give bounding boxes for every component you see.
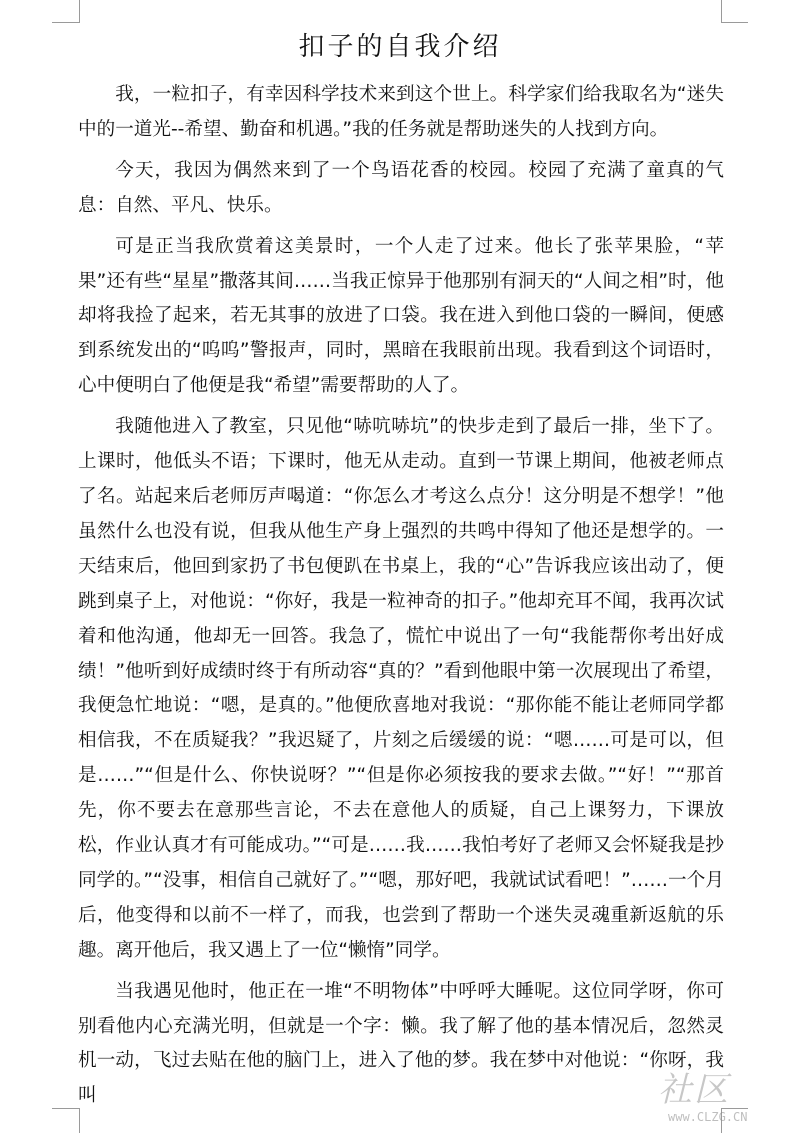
paragraph-2: 今天，我因为偶然来到了一个鸟语花香的校园。校园了充满了童真的气息：自然、平凡、快乐。	[78, 159, 724, 216]
paragraph-4: 我随他进入了教室，只见他“哧吭哧坑”的快步走到了最后一排，坐下了。上课时，他低头不语；下课时，他无从走动。直到一节课上期间，他被老师点了名。站起来后老师厉声喝道：“你怎么才考这么点分！这分明是不想学！”他虽然什么也没有说，但我从他生产身上强烈的共鸣中得知了他还是想学的。一天结束后，他回到家扔了书包便趴在书桌上，我的“心”告诉我应该出动了，便跳到桌子上，对他说：“你好，我是一粒神奇的扣子。”他却充耳不闻，我再次试着和他沟通，他却无一回答。我急了，慌忙中说出了一句“我能帮你考出好成绩！”他听到好成绩时终于有所动容“真的？”看到他眼中第一次展现出了希望，我便急忙地说：“嗯，是真的。”他便欣喜地对我说：“那你能不能让老师同学都相信我，不在质疑我？”我迟疑了，片刻之后缓缓的说：“嗯……可是可以，但是……”“但是什么、你快说呀？”“但是你必须按我的要求去做。”“好！”“那首先，你不要去在意那些言论，不去在意他人的质疑，自己上课努力，下课放松，作业认真才有可能成功。”“可是……我……我怕考好了老师又会怀疑我是抄同学的。”“没事，相信自己就好了。”“嗯，那好吧，我就试试看吧！”……一个月后，他变得和以前不一样了，而我，也尝到了帮助一个迷失灵魂重新返航的乐趣。离开他后，我又遇上了一位“懒惰”同学。	[78, 416, 724, 961]
document-body	[78, 78, 724, 1114]
watermark-logo-text: 社区	[658, 1070, 730, 1110]
watermark-url: www.CLZG.CN	[668, 1110, 748, 1124]
crop-mark-bottom-left	[52, 1108, 80, 1133]
paragraph-3: 可是正当我欣赏着这美景时，一个人走了过来。他长了张苹果脸，“苹果”还有些“星星”撒落其间……当我正惊异于他那别有洞天的“人间之相”时，他却将我捡了起来，若无其事的放进了口袋。我在进入到他口袋的一瞬间，便感到系统发出的“呜呜”警报声，同时，黑暗在我眼前出现。我看到这个词语时，心中便明白了他便是我“希望”需要帮助的人了。	[78, 235, 724, 397]
crop-mark-top-left	[52, 0, 80, 23]
crop-mark-bottom-right	[721, 1108, 748, 1133]
document-title: 扣子的自我介绍	[298, 32, 502, 62]
paragraph-5: 当我遇见他时，他正在一堆“不明物体”中呼呼大睡呢。这位同学呀，你可别看他内心充满光明，但就是一个字：懒。我了解了他的基本情况后，忽然灵机一动，飞过去贴在他的脑门上，进入了他的梦。我在梦中对他说：“你呀，我叫	[78, 980, 724, 1107]
crop-mark-top-right	[721, 0, 748, 23]
paragraph-1: 我，一粒扣子，有幸因科学技术来到这个世上。科学家们给我取名为“迷失中的一道光--希望、勤奋和机遇。”我的任务就是帮助迷失的人找到方向。	[78, 84, 724, 140]
